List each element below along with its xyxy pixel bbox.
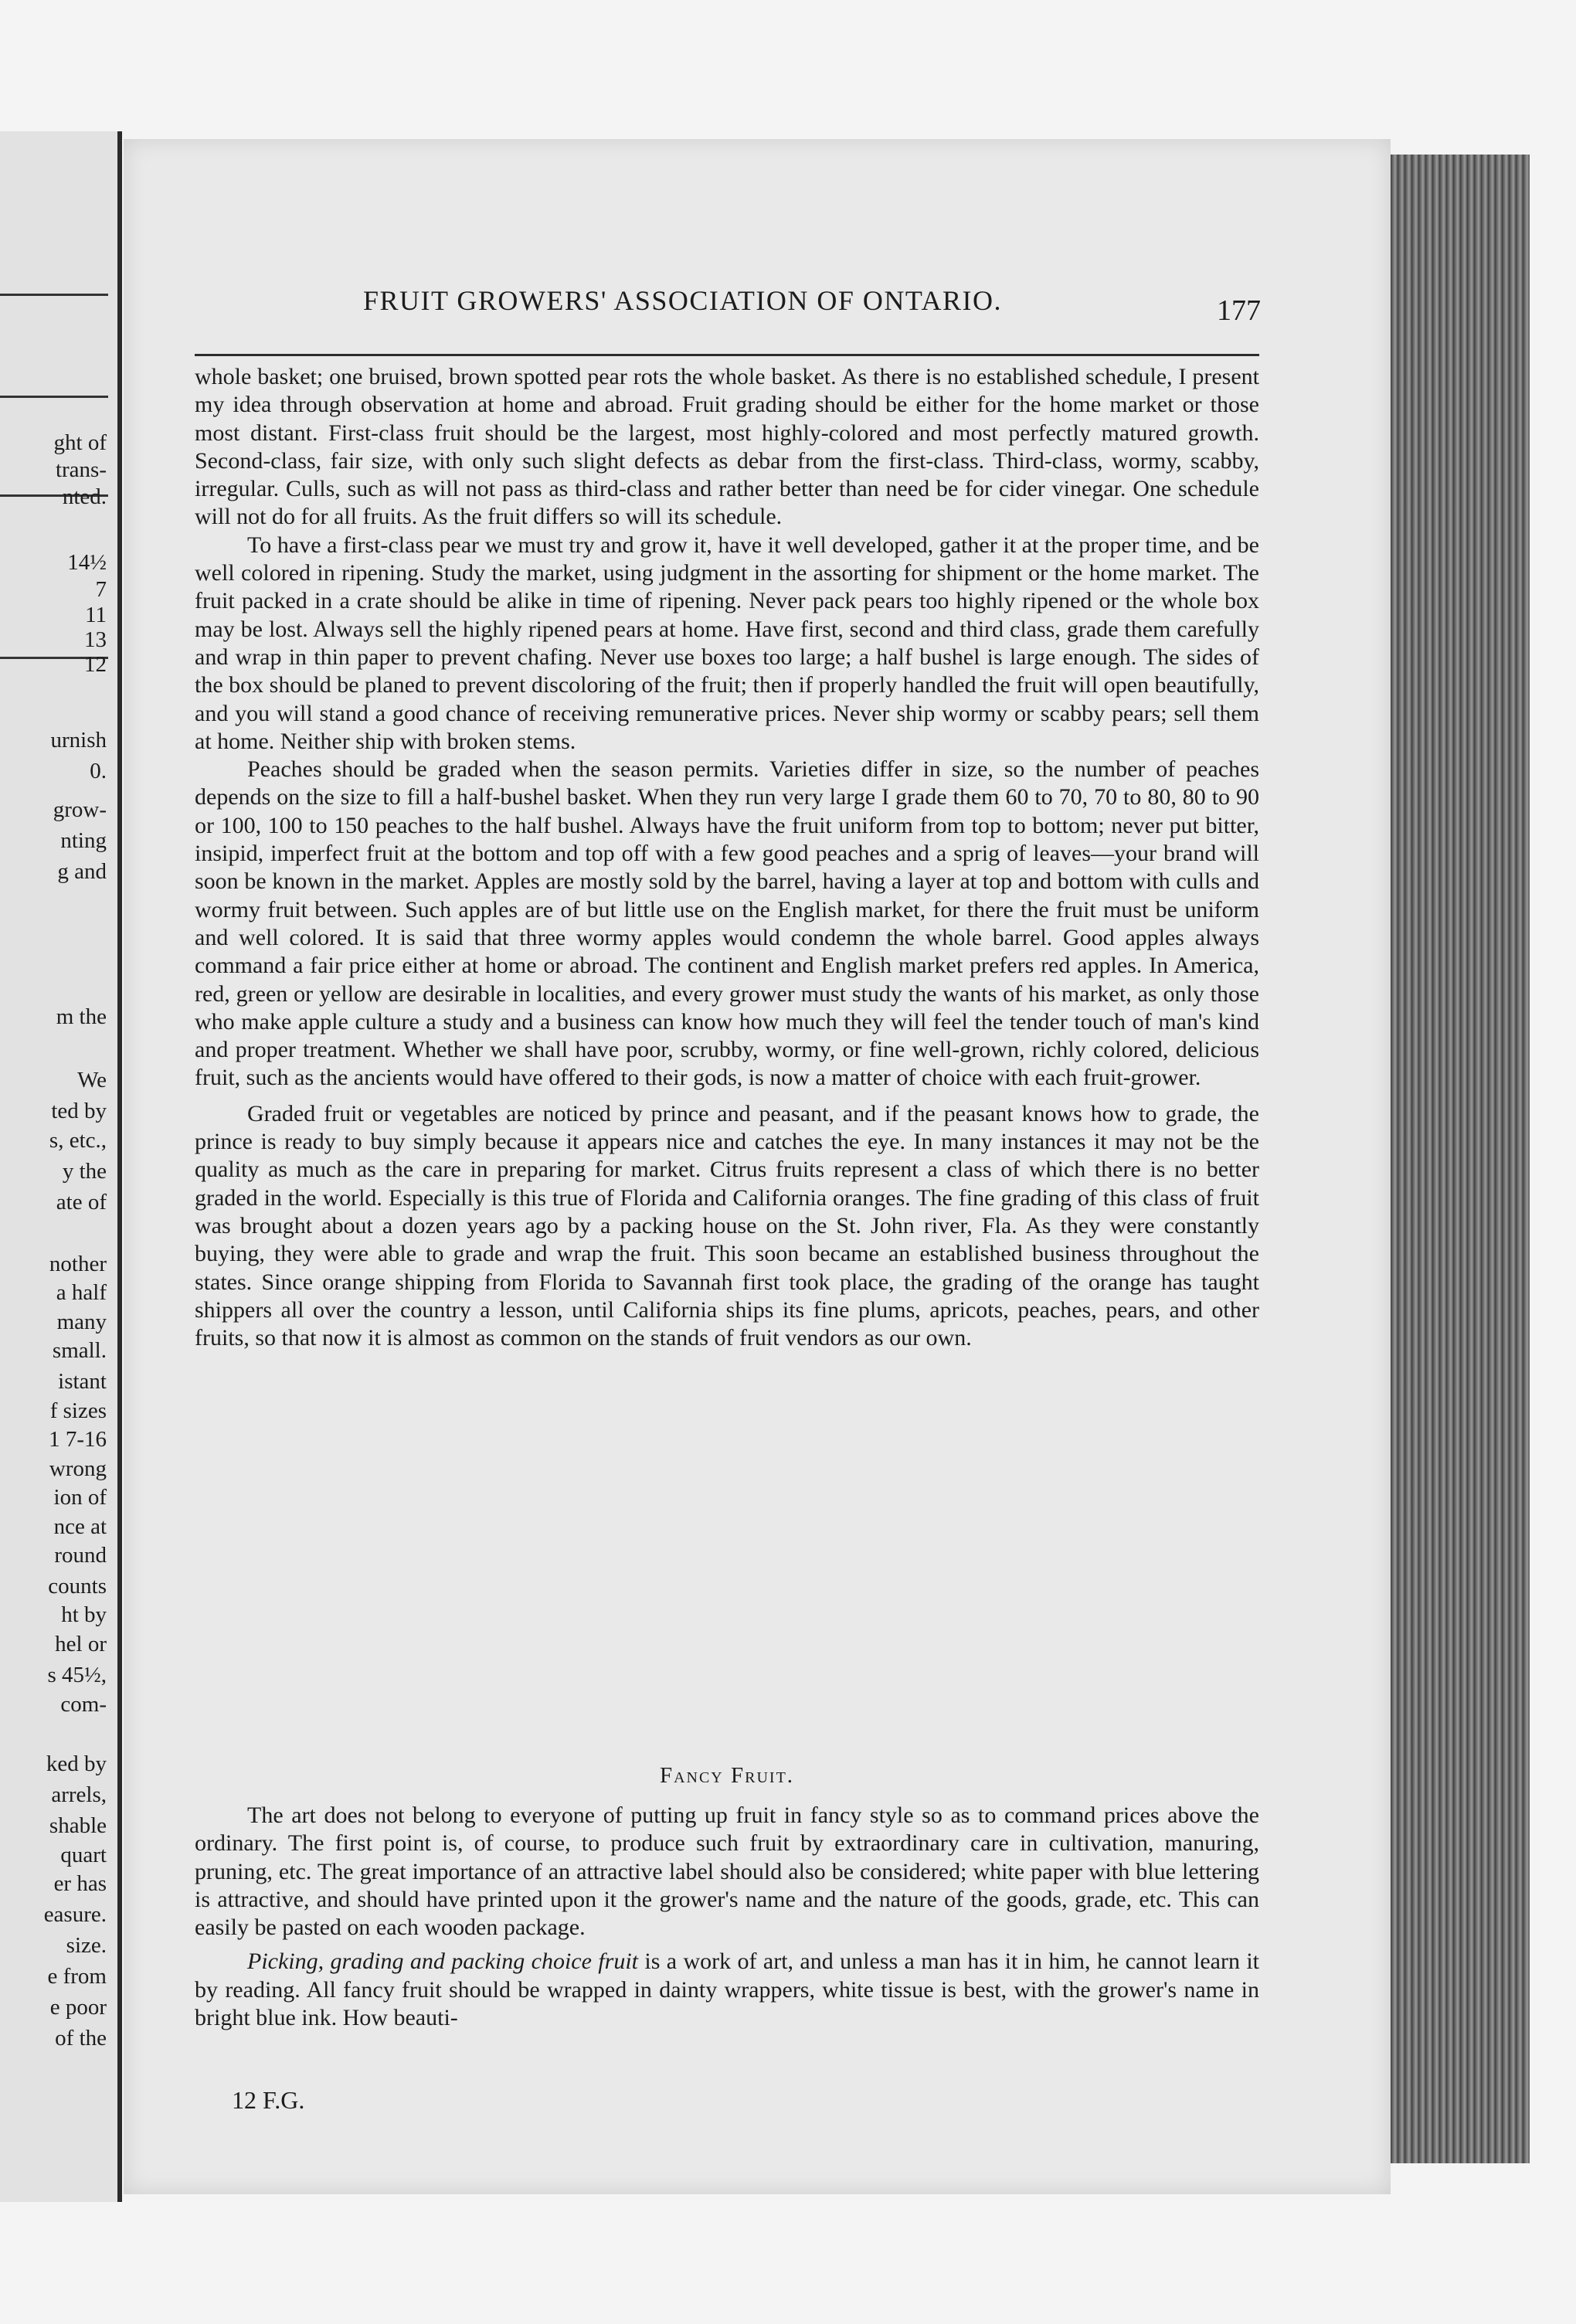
section-heading-fancy-fruit: Fancy Fruit. (659, 1763, 795, 1788)
left-page-fragment: small. (52, 1338, 107, 1363)
left-page-fragment: 11 (85, 603, 107, 627)
left-page-fragment: 12 (84, 652, 107, 677)
signature-mark: 12 F.G. (232, 2086, 305, 2114)
left-page-fragment: nother (49, 1252, 107, 1276)
left-page-fragment: 7 (95, 577, 107, 602)
paragraph-continued: whole basket; one bruised, brown spotted pear rots the whole basket. As there is no established schedule, I present my idea through observation at home and abroad. Fruit grading should be either for the home market or those most distant. First-class fruit should be the largest, most highly-colored and most perfectly matured growth. Second-class, fair size, with only such slight defects as debar from the first-class. Third-class, wormy, scabby, irregular. Culls, such as will not pass as third-class and rather better than need be for cider vinegar. One schedule will not do for all fruits. As the fruit differs so will its schedule. (195, 364, 1259, 530)
paragraph-pears: To have a first-class pear we must try and grow it, have it well developed, gather it at the proper time, and be well colored in ripening. Study the market, using judgment in the assorting for shipment or the home market. The fruit packed in a crate should be alike in time of ripening. Never pack pears too highly ripened or the whole box may be lost. Always sell the highly ripened pears at home. Have first, second and third class, grade them carefully and wrap in thin paper to prevent chafing. Never use boxes too large; a half bushel is large enough. The sides of the box should be planed to prevent discoloring of the fruit; then if properly handled the fruit will open beautifully, and you will stand a good chance of receiving remunerative prices. Never ship wormy or scabby pears; sell them at home. Neither ship with broken stems. (195, 532, 1259, 754)
previous-page-edge (0, 131, 122, 2202)
left-page-fragment: nce at (53, 1514, 107, 1539)
picking-rest: is a work of art, and unless a man has it in him, he cannot learn it by reading. All fancy fruit should be wrapped in dainty wrappers, white tissue is best, with the grower's name in bright blue ink. How beauti- (195, 1949, 1260, 2031)
left-page-fragment: quart (60, 1843, 107, 1867)
left-page-fragment: a half (56, 1280, 107, 1305)
left-page-fragment: of the (55, 2026, 107, 2050)
left-page-fragment: size. (66, 1933, 107, 1958)
left-page-fragment: trans- (55, 457, 107, 482)
left-page-fragment: round (54, 1543, 107, 1568)
page-stack-edges (1391, 155, 1530, 2163)
paragraph-graded-fruit: Graded fruit or vegetables are noticed by prince and peasant, and if the peasant knows how to grade, the prince is ready to buy simply because it appears nice and catches the eye. In many instances it may not be the quality as much as the care in preparing for market. Citrus fruits represent a class of which there is no better graded in the world. Especially is this true of Florida and California oranges. The fine grading of this class of fruit was brought about a dozen years ago by a packing house on the St. John river, Fla. As they were constantly buying, they were able to grade and wrap the fruit. This soon became an established business throughout the states. Since orange shipping from Florida to Savannah first took place, the grading of the orange has taught shippers all over the country a lesson, until California ships its fine plums, apricots, peaches, pears, and other fruits, so that now it is almost as common on the stands of fruit vendors as our own. (195, 1100, 1259, 1351)
header-rule (195, 354, 1259, 356)
left-page-fragment: 13 (84, 627, 107, 652)
left-page-fragment: ght of (53, 430, 107, 455)
left-page-fragment: urnish (50, 728, 107, 753)
left-page-fragment: grow- (53, 797, 107, 822)
left-page-fragment: nting (60, 828, 107, 853)
left-page-fragment: ate of (56, 1190, 107, 1215)
left-page-fragment: 14½ (67, 550, 107, 575)
left-page-fragment: istant (58, 1369, 107, 1394)
left-page-fragment: f sizes (49, 1398, 107, 1423)
left-page-fragment: y the (62, 1159, 107, 1184)
page-number: 177 (1217, 294, 1261, 327)
left-page-fragment: ted by (51, 1099, 107, 1123)
left-page-fragment: e poor (49, 1995, 107, 2020)
left-page-rule (0, 294, 108, 296)
left-page-fragment: hel or (55, 1632, 107, 1656)
paragraph-picking (195, 1948, 1259, 2032)
picking-lead-italic: Picking, grading and packing choice fruit (247, 1949, 638, 1975)
body-text-top (195, 363, 1259, 1352)
left-page-fragment: counts (48, 1574, 107, 1599)
left-page-fragment: ht by (61, 1602, 107, 1627)
left-page-rule (0, 396, 108, 398)
body-text-bottom (195, 1802, 1259, 2032)
left-page-fragment: er has (53, 1871, 107, 1896)
left-page-fragment: com- (60, 1692, 107, 1717)
left-page-fragment: e from (47, 1964, 107, 1989)
left-page-fragment: g and (57, 859, 107, 884)
left-page-fragment: We (77, 1068, 107, 1092)
left-page-fragment: m the (56, 1004, 107, 1029)
left-page-fragment: shable (49, 1813, 107, 1838)
left-page-fragment: wrong (49, 1456, 107, 1481)
left-page-fragment: ion of (53, 1485, 107, 1510)
left-page-fragment: s 45½, (47, 1663, 107, 1687)
paragraph-peaches: Peaches should be graded when the season permits. Varieties differ in size, so the number of peaches depends on the size to fill a half-bushel basket. When they run very large I grade them 60 to 70, 70 to 80, 80 to 90 or 100, 100 to 150 peaches to the half bushel. Always have the fruit uniform from top to bottom; never put bitter, insipid, imperfect fruit at the bottom and top off with a few good peaches and a sprig of leaves—your brand will soon be known in the market. Apples are mostly sold by the barrel, having a layer at top and bottom with culls and wormy fruit between. Such apples are of but little use on the English market, for there the fruit must be uniform and well colored. It is said that three wormy apples would condemn the whole barrel. Good apples always command a fair price either at home or abroad. The continent and English market prefers red apples. In America, red, green or yellow are desirable in localities, and every grower must study the wants of his market, as only those who make apple culture a study and a business can know how much they will feel the tender touch of man's kind and proper treatment. Whether we shall have poor, scrubby, wormy, or fine well-grown, richly colored, delicious fruit, such as the ancients would have offered to their gods, is now a matter of choice with each fruit-grower. (195, 756, 1259, 1091)
left-page-fragment: arrels, (51, 1782, 107, 1807)
left-page-fragment: s, etc., (49, 1128, 107, 1153)
left-page-fragment: 0. (90, 759, 107, 783)
left-page-fragment: ked by (46, 1751, 107, 1776)
running-header: FRUIT GROWERS' ASSOCIATION OF ONTARIO. (363, 285, 1003, 316)
left-page-fragment: nted. (62, 484, 107, 509)
paragraph-fancy-fruit: The art does not belong to everyone of putting up fruit in fancy style so as to command prices above the ordinary. The first point is, of course, to produce such fruit by extraordinary care in cultivation, manuring, pruning, etc. The great importance of an attractive label should also be considered; white paper with blue lettering is attractive, and should have printed upon it the grower's name and the nature of the goods, grade, etc. This can easily be pasted on each wooden package. (195, 1802, 1259, 1941)
left-page-fragment: many (56, 1310, 107, 1334)
left-page-fragment: 1 7-16 (49, 1427, 107, 1452)
left-page-fragment: easure. (43, 1902, 107, 1927)
